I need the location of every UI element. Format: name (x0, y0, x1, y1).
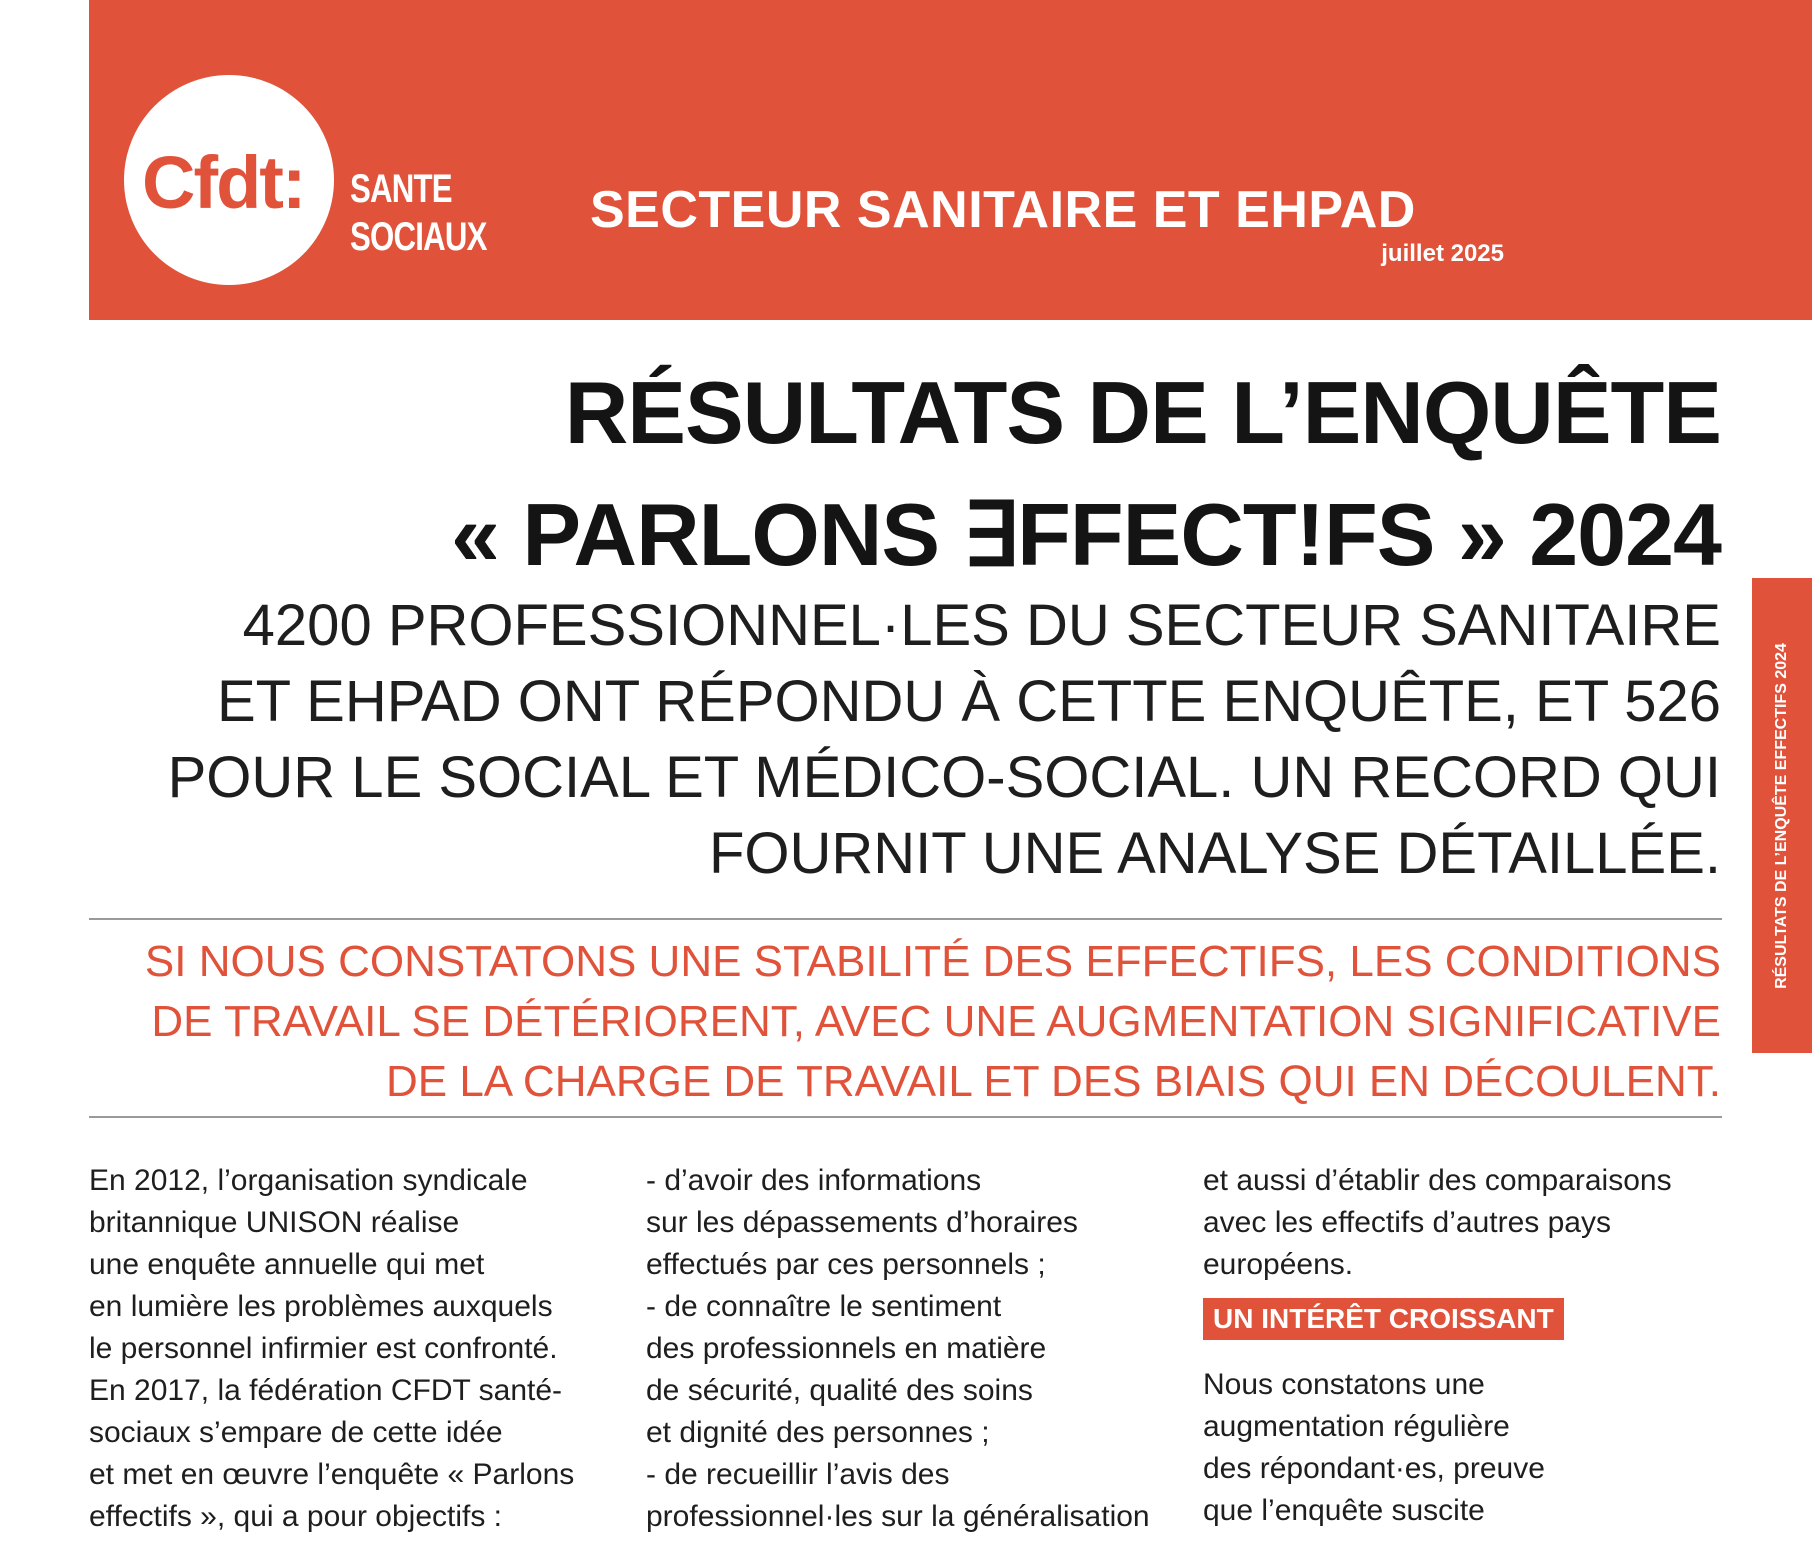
highlight-line: DE TRAVAIL SE DÉTÉRIORENT, AVEC UNE AUGMENTATION SIGNIFICATIVE (151, 997, 1721, 1046)
header-banner (89, 0, 1812, 320)
subtitle-line: POUR LE SOCIAL ET MÉDICO-SOCIAL. UN RECORD QUI (167, 745, 1721, 810)
divider-top (89, 918, 1722, 920)
body-line: sociaux s’empare de cette idée (89, 1416, 503, 1449)
body-line: et dignité des personnes ; (646, 1416, 990, 1449)
body-line: - de recueillir l’avis des (646, 1458, 950, 1491)
body-line: et met en œuvre l’enquête « Parlons (89, 1458, 575, 1491)
body-line: Nous constatons une (1203, 1368, 1485, 1401)
logo-subtitle (350, 165, 487, 261)
body-line: en lumière les problèmes auxquels (89, 1290, 553, 1323)
divider-bottom (89, 1116, 1722, 1118)
body-line: de sécurité, qualité des soins (646, 1374, 1033, 1407)
publication-date: juillet 2025 (1381, 240, 1504, 267)
logo-wordmark: Cfdt: (142, 141, 305, 224)
highlight-line: SI NOUS CONSTATONS UNE STABILITÉ DES EFFECTIFS, LES CONDITIONS (144, 937, 1721, 986)
logo-subtitle-line-2: SOCIAUX (350, 215, 487, 259)
body-line: En 2012, l’organisation syndicale (89, 1164, 528, 1197)
logo-subtitle-line-1: SANTE (350, 167, 452, 211)
title-line-2: « PARLONS ∃FFECT!FS » 2024 (450, 485, 1721, 584)
body-line: professionnel·les sur la généralisation (646, 1500, 1150, 1533)
text-column-3 (1203, 1160, 1723, 1532)
body-line: - d’avoir des informations (646, 1164, 982, 1197)
highlight-statement (145, 932, 1721, 1112)
body-line: que l’enquête suscite (1203, 1494, 1485, 1527)
subtitle-line: ET EHPAD ONT RÉPONDU À CETTE ENQUÊTE, ET 526 (216, 669, 1721, 734)
body-line: le personnel infirmier est confronté. (89, 1332, 558, 1365)
body-line: avec les effectifs d’autres pays (1203, 1206, 1611, 1239)
text-column-2 (646, 1160, 1166, 1538)
body-line: européens. (1203, 1248, 1354, 1281)
body-line: des répondant·es, preuve (1203, 1452, 1545, 1485)
body-line: une enquête annuelle qui met (89, 1248, 485, 1281)
highlight-line: DE LA CHARGE DE TRAVAIL ET DES BIAIS QUI EN DÉCOULENT. (385, 1057, 1721, 1106)
body-line: En 2017, la fédération CFDT santé- (89, 1374, 563, 1407)
body-line: effectifs », qui a pour objectifs : (89, 1500, 503, 1533)
subtitle-line: FOURNIT UNE ANALYSE DÉTAILLÉE. (708, 821, 1721, 886)
body-line: sur les dépassements d’horaires (646, 1206, 1078, 1239)
section-heading: UN INTÉRÊT CROISSANT (1203, 1298, 1564, 1340)
text-column-1 (89, 1160, 609, 1538)
body-line: britannique UNISON réalise (89, 1206, 460, 1239)
side-tab-label: RÉSULTATS DE L’ENQUÊTE EFFECTIFS 2024 (1773, 642, 1790, 989)
subtitle (71, 588, 1721, 892)
subtitle-line: 4200 PROFESSIONNEL·LES DU SECTEUR SANITAIRE (242, 593, 1721, 658)
body-line: - de connaître le sentiment (646, 1290, 1002, 1323)
body-line: augmentation régulière (1203, 1410, 1510, 1443)
body-line: des professionnels en matière (646, 1332, 1047, 1365)
side-tab (1752, 578, 1812, 1053)
body-line: et aussi d’établir des comparaisons (1203, 1164, 1672, 1197)
page-title (451, 352, 1721, 596)
title-line-1: RÉSULTATS DE L’ENQUÊTE (564, 363, 1721, 462)
sector-title: SECTEUR SANITAIRE ET EHPAD (590, 181, 1416, 239)
body-line: effectués par ces personnels ; (646, 1248, 1046, 1281)
